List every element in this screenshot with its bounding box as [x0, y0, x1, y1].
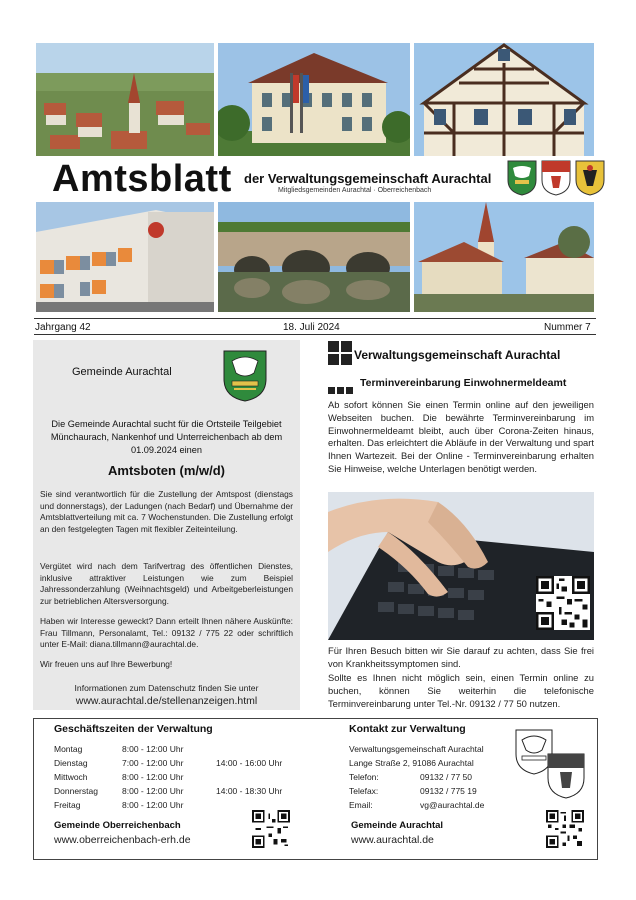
hours-am: 8:00 - 12:00 Uhr [122, 772, 184, 782]
footer-right-org: Gemeinde Aurachtal [351, 820, 444, 831]
hours-day: Donnerstag [54, 786, 98, 796]
hours-day: Dienstag [54, 758, 88, 768]
article-para-3: Sollte es Ihnen nicht möglich sein, einen Termin online zu buchen, können Sie weiterhin die telefonische Terminvereinbarung unter Tel.-Nr. 09132 / 77 50 nutzen. [328, 672, 594, 709]
footer-hours-heading: Geschäftszeiten der Verwaltung [54, 723, 213, 735]
footer-right-url[interactable]: www.aurachtal.de [351, 834, 434, 846]
hours-am: 7:00 - 12:00 Uhr [122, 758, 184, 768]
contact-label: Email: [349, 800, 373, 810]
coat-of-arms-aurachtal-icon [222, 349, 268, 403]
issue-number: Nummer 7 [544, 322, 591, 333]
job-ad-para-2: Vergütet wird nach dem Tarifvertrag des öffentlichen Dienstes, inklusive attraktiver Leistungen wie zum Beispiel Jahressonderzahlung (Weihnachtsgeld) und Arbeitgeberleistungen zur betrieblichen Altersversorgung. [40, 561, 293, 606]
qr-code-aurachtal-icon[interactable] [546, 810, 584, 848]
article-section-heading: Verwaltungsgemeinschaft Aurachtal [354, 348, 561, 362]
issue-date: 18. Juli 2024 [283, 322, 340, 333]
job-ad-municipality: Gemeinde Aurachtal [72, 366, 172, 378]
photo-town-hall [218, 43, 410, 157]
contact-org: Verwaltungsgemeinschaft Aurachtal [349, 744, 484, 754]
contact-address: Lange Straße 2, 91086 Aurachtal [349, 758, 474, 768]
article-subheading: Terminvereinbarung Einwohnermeldeamt [360, 377, 567, 389]
issue-rule-top [34, 318, 596, 319]
hours-day: Montag [54, 744, 83, 754]
masthead-members: Mitgliedsgemeinden Aurachtal · Oberreichenbach [278, 187, 432, 194]
coat-of-arms-vg-icon [575, 160, 605, 196]
photo-stone-bridge [218, 202, 410, 312]
contact-email-link[interactable]: vg@aurachtal.de [420, 800, 485, 810]
article-para-2: Für Ihren Besuch bitten wir Sie darauf zu achten, dass Sie frei von Krankheitssymptomen sind. [328, 645, 594, 669]
job-ad-para-1: Sie sind verantwortlich für die Zustellung der Amtspost (dienstags und donnerstags), der Ladungen (nach Bedarf) und Übernahme der Amtsblattverteilung mit ca. 7 Wochenstunden. Die Zustellung erfolgt an den festgelegten Tagen mit flexibler Zeiteinteilung. [40, 489, 293, 534]
hours-am: 8:00 - 12:00 Uhr [122, 744, 184, 754]
article-para-1: Ab sofort können Sie einen Termin online auf den jeweiligen Webseiten buchen. Die bewährte Terminvereinbarung im Einwohnermeldeamt bleibt, auch über Corona-Zeiten hinaus, erhalten. Das erleichtert die Abläufe in der Verwaltung und spart Ihnen Wartezeit. Bei der Online - Terminvereinbarung erhalten Sie Hinweise, welche Unterlagen benötigt werden. [328, 399, 594, 474]
hours-am: 8:00 - 12:00 Uhr [122, 786, 184, 796]
photo-timber-house [414, 43, 594, 157]
photo-school-building [36, 202, 214, 312]
footer-contact-heading: Kontakt zur Verwaltung [349, 723, 466, 735]
contact-label: Telefon: [349, 772, 379, 782]
qr-code-oberreichenbach-icon[interactable] [252, 810, 290, 848]
coat-of-arms-oberreichenbach-icon [541, 160, 571, 196]
photo-church [414, 202, 594, 312]
job-ad-para-3: Haben wir Interesse geweckt? Dann erteilt Ihnen nähere Auskünfte: Frau Tillmann, Personalamt, Tel.: 09132 / 775 22 oder schriftlich unter E-Mail: diana.tillmann@aurachtal.de. [40, 616, 293, 650]
contact-value: 09132 / 77 50 [420, 772, 472, 782]
vg-logo-icon [328, 341, 352, 365]
job-ad-intro: Die Gemeinde Aurachtal sucht für die Ortsteile Teilgebiet Münchaurach, Nankenhof und Unterreichenbach ab dem 01.09.2024 einen [50, 419, 283, 455]
job-ad-position: Amtsboten (m/w/d) [108, 463, 225, 478]
contact-label: Telefax: [349, 786, 379, 796]
footer-left-url[interactable]: www.oberreichenbach-erh.de [54, 834, 191, 846]
masthead-title: Amtsblatt [52, 158, 232, 200]
footer-left-org: Gemeinde Oberreichenbach [54, 820, 181, 831]
job-ad-privacy-note: Informationen zum Datenschutz finden Sie unter [74, 683, 259, 693]
issue-volume: Jahrgang 42 [35, 322, 91, 333]
qr-code-appointment-icon[interactable] [536, 576, 590, 630]
hours-am: 8:00 - 12:00 Uhr [122, 800, 184, 810]
hours-pm: 14:00 - 18:30 Uhr [216, 786, 283, 796]
hours-day: Mittwoch [54, 772, 88, 782]
bullet-squares-icon [328, 381, 354, 388]
hours-pm: 14:00 - 16:00 Uhr [216, 758, 283, 768]
job-ad-privacy-link[interactable]: www.aurachtal.de/stellenanzeigen.html [75, 695, 258, 707]
issue-rule-bottom [34, 334, 596, 335]
job-ad-closing: Wir freuen uns auf Ihre Bewerbung! [40, 659, 173, 669]
coat-of-arms-oberreichenbach-icon [546, 752, 586, 800]
masthead-subtitle: der Verwaltungsgemeinschaft Aurachtal [244, 171, 492, 186]
contact-value: 09132 / 775 19 [420, 786, 477, 796]
photo-village-aerial [36, 43, 214, 157]
coat-of-arms-aurachtal-icon [507, 160, 537, 196]
hours-day: Freitag [54, 800, 81, 810]
